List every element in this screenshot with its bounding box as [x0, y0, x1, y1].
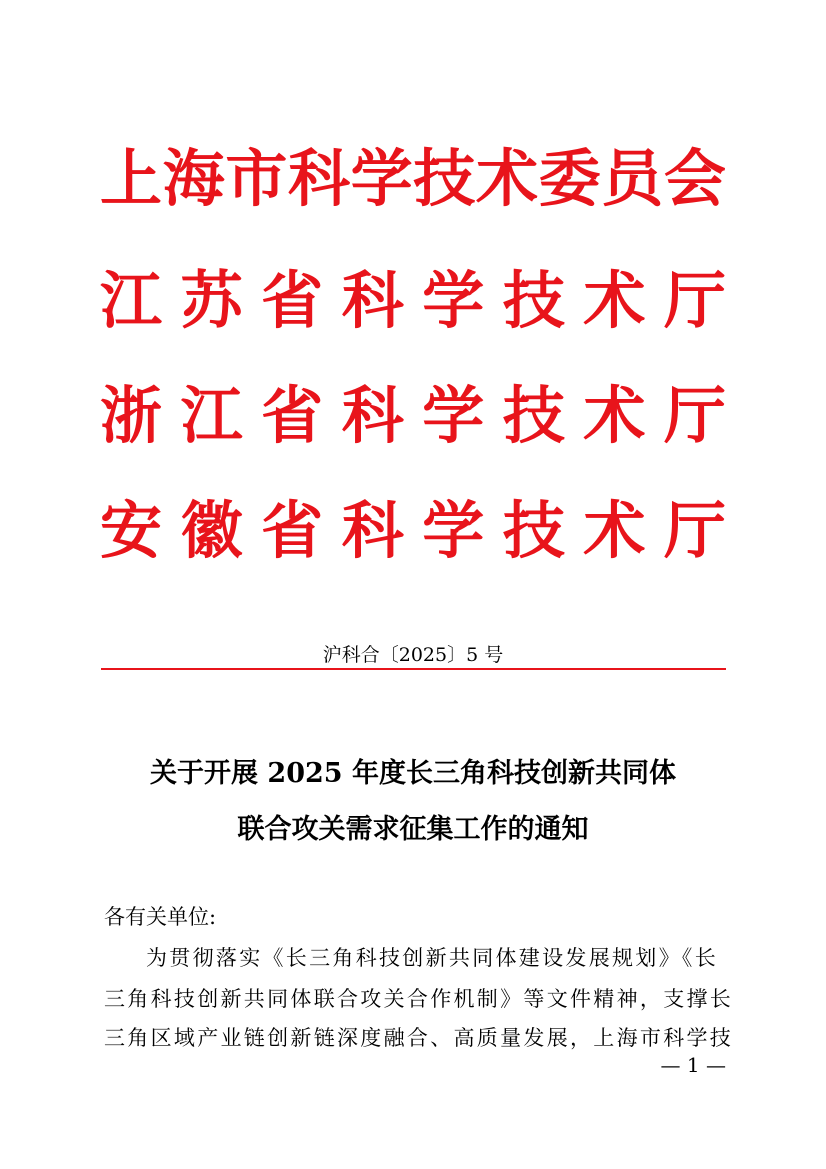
org-name-shanghai — [100, 142, 726, 215]
org-char: 科 — [287, 142, 350, 215]
org-char: 会 — [663, 142, 726, 215]
org-char: 厅 — [663, 264, 726, 337]
org-char: 术 — [475, 142, 538, 215]
org-name-zhejiang — [100, 379, 726, 452]
salutation: 各有关单位: — [104, 905, 217, 929]
red-divider — [101, 668, 726, 670]
org-char: 学 — [422, 264, 485, 337]
body-paragraph-line: 三角区域产业链创新链深度融合、高质量发展，上海市科学技 — [104, 1026, 734, 1050]
org-char: 学 — [422, 494, 485, 567]
org-char: 术 — [583, 494, 646, 567]
org-char: 市 — [225, 142, 288, 215]
body-paragraph-line: 三角科技创新共同体联合攻关合作机制》等文件精神，支撑长 — [104, 987, 734, 1011]
org-char: 徽 — [180, 494, 243, 567]
org-char: 技 — [502, 379, 565, 452]
org-name-jiangsu — [100, 264, 726, 337]
document-number: 沪科合〔2025〕5 号 — [322, 644, 504, 666]
org-char: 学 — [350, 142, 413, 215]
org-char: 省 — [261, 379, 324, 452]
org-char: 技 — [502, 494, 565, 567]
org-char: 术 — [583, 379, 646, 452]
page-number: — 1 — — [660, 1053, 726, 1077]
document-title-line-2: 联合攻关需求征集工作的通知 — [237, 814, 589, 845]
body-paragraph-line: 为贯彻落实《长三角科技创新共同体建设发展规划》《长 — [146, 946, 718, 970]
org-char: 技 — [502, 264, 565, 337]
org-char: 海 — [162, 142, 225, 215]
org-char: 科 — [341, 264, 404, 337]
org-char: 省 — [261, 494, 324, 567]
org-char: 江 — [100, 264, 163, 337]
org-char: 厅 — [663, 494, 726, 567]
org-char: 科 — [341, 379, 404, 452]
org-char: 技 — [413, 142, 476, 215]
org-char: 浙 — [100, 379, 163, 452]
org-char: 学 — [422, 379, 485, 452]
org-char: 委 — [538, 142, 601, 215]
org-char: 江 — [180, 379, 243, 452]
org-name-anhui — [100, 494, 726, 567]
org-char: 上 — [100, 142, 163, 215]
org-char: 安 — [100, 494, 163, 567]
org-char: 苏 — [180, 264, 243, 337]
org-char: 厅 — [663, 379, 726, 452]
document-title-line-1: 关于开展 2025 年度长三角科技创新共同体 — [150, 758, 676, 789]
org-char: 员 — [601, 142, 664, 215]
org-char: 术 — [583, 264, 646, 337]
org-char: 省 — [261, 264, 324, 337]
org-char: 科 — [341, 494, 404, 567]
